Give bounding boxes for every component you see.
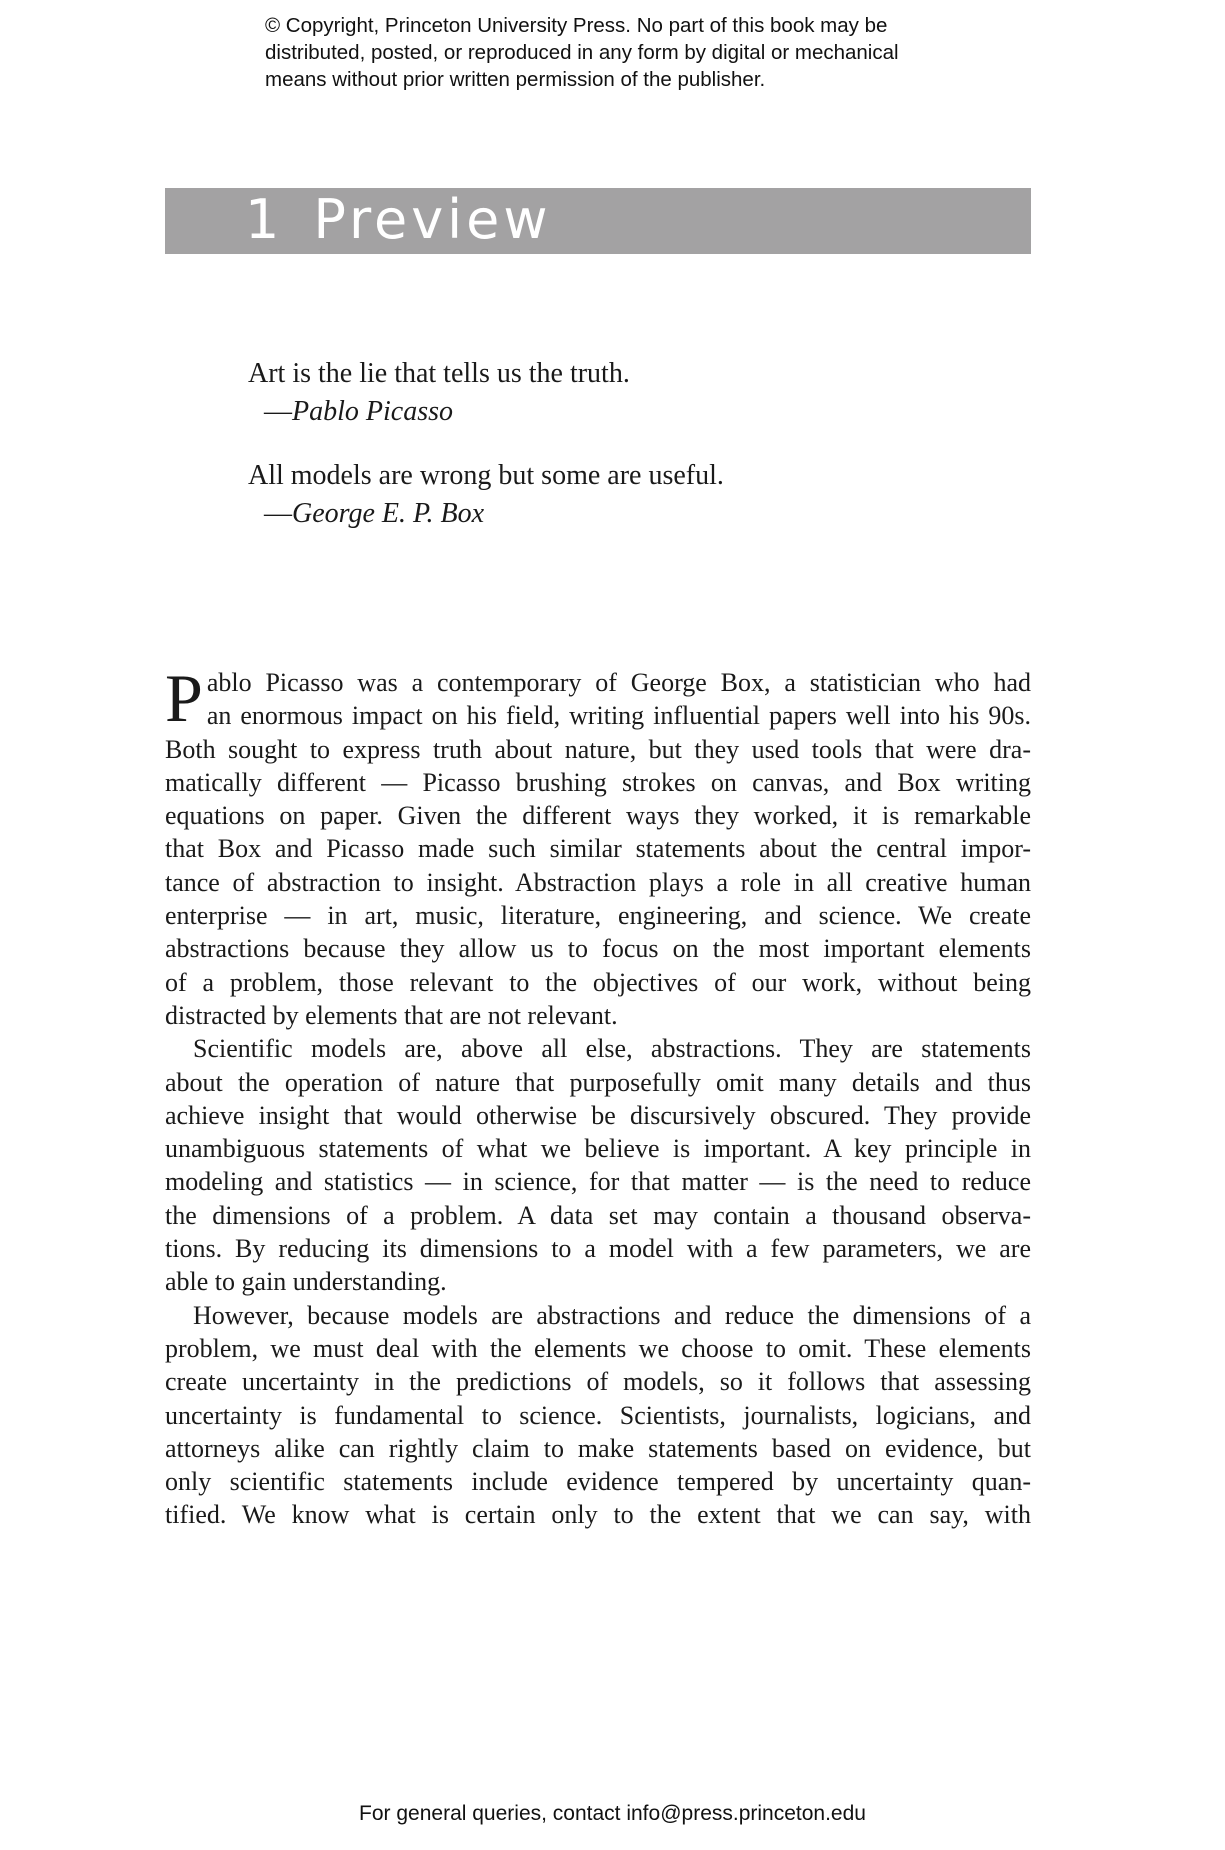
text-line: enterprise — in art, music, literature, engineering, and science. We create <box>165 901 1031 931</box>
text-line: uncertainty is fundamental to science. Scientists, journalists, logicians, and <box>165 1400 1031 1430</box>
epigraph <box>248 355 1008 431</box>
attribution-dash: — <box>264 396 292 427</box>
text-line: However, because models are abstractions and reduce the dimensions of a <box>193 1300 1031 1330</box>
copyright-line: means without prior written permission of the publisher. <box>265 68 766 91</box>
epigraph-quote: Art is the lie that tells us the truth. <box>248 358 630 389</box>
text-line: Scientific models are, above all else, abstractions. They are statements <box>193 1034 1031 1064</box>
epigraph-attribution <box>248 495 1008 533</box>
chapter-title: Preview <box>313 188 552 251</box>
text-line: abstractions because they allow us to focus on the most important elements <box>165 934 1031 964</box>
text-line: create uncertainty in the predictions of models, so it follows that assessing <box>165 1367 1031 1397</box>
epigraph <box>248 457 1008 533</box>
text-line: attorneys alike can rightly claim to make statements based on evidence, but <box>165 1433 1031 1463</box>
text-line: the dimensions of a problem. A data set may contain a thousand observa- <box>165 1200 1031 1230</box>
text-line: modeling and statistics — in science, for that matter — is the need to reduce <box>165 1167 1031 1197</box>
epigraph-attribution <box>248 393 1008 431</box>
chapter-number: 1 <box>245 188 284 251</box>
text-line: that Box and Picasso made such similar statements about the central impor- <box>165 834 1031 864</box>
body-paragraph <box>165 1299 1031 1532</box>
text-line: able to gain understanding. <box>165 1267 447 1297</box>
text-line: tance of abstraction to insight. Abstraction plays a role in all creative human <box>165 867 1031 897</box>
text-line: achieve insight that would otherwise be discursively obscured. They provide <box>165 1100 1031 1130</box>
text-line: distracted by elements that are not relevant. <box>165 1000 618 1030</box>
epigraph-author: Pablo Picasso <box>292 396 453 427</box>
body-text <box>165 660 1031 1532</box>
text-line: unambiguous statements of what we believe is important. A key principle in <box>165 1134 1031 1164</box>
epigraph-quote: All models are wrong but some are useful. <box>248 460 724 491</box>
text-line: matically different — Picasso brushing strokes on canvas, and Box writing <box>165 767 1031 797</box>
attribution-dash: — <box>264 498 292 529</box>
epigraph-author: George E. P. Box <box>292 498 485 529</box>
text-line: Both sought to express truth about nature, but they used tools that were dra- <box>165 734 1031 764</box>
text-line: problem, we must deal with the elements we choose to omit. These elements <box>165 1333 1031 1363</box>
text-line: about the operation of nature that purposefully omit many details and thus <box>165 1067 1031 1097</box>
body-paragraph <box>165 1032 1031 1298</box>
copyright-line: © Copyright, Princeton University Press. No part of this book may be <box>265 14 888 37</box>
text-line: an enormous impact on his field, writing influential papers well into his 90s. <box>206 701 1031 731</box>
text-line: ablo Picasso was a contemporary of George Box, a statistician who had <box>206 668 1031 697</box>
text-line: of a problem, those relevant to the objectives of our work, without being <box>165 967 1031 997</box>
epigraphs <box>248 355 1008 559</box>
text-line: tified. We know what is certain only to the extent that we can say, with <box>165 1500 1031 1530</box>
copyright-line: distributed, posted, or reproduced in any form by digital or mechanical <box>265 41 899 64</box>
copyright-notice <box>265 12 1005 93</box>
text-line: tions. By reducing its dimensions to a model with a few parameters, we are <box>165 1234 1031 1264</box>
text-line: only scientific statements include evidence tempered by uncertainty quan- <box>165 1467 1031 1497</box>
footer-contact: For general queries, contact info@press.princeton.edu <box>359 1802 866 1825</box>
drop-cap: P <box>165 660 203 736</box>
text-line: equations on paper. Given the different ways they worked, it is remarkable <box>165 801 1031 831</box>
body-paragraph <box>165 660 1031 1032</box>
chapter-heading <box>245 185 552 255</box>
